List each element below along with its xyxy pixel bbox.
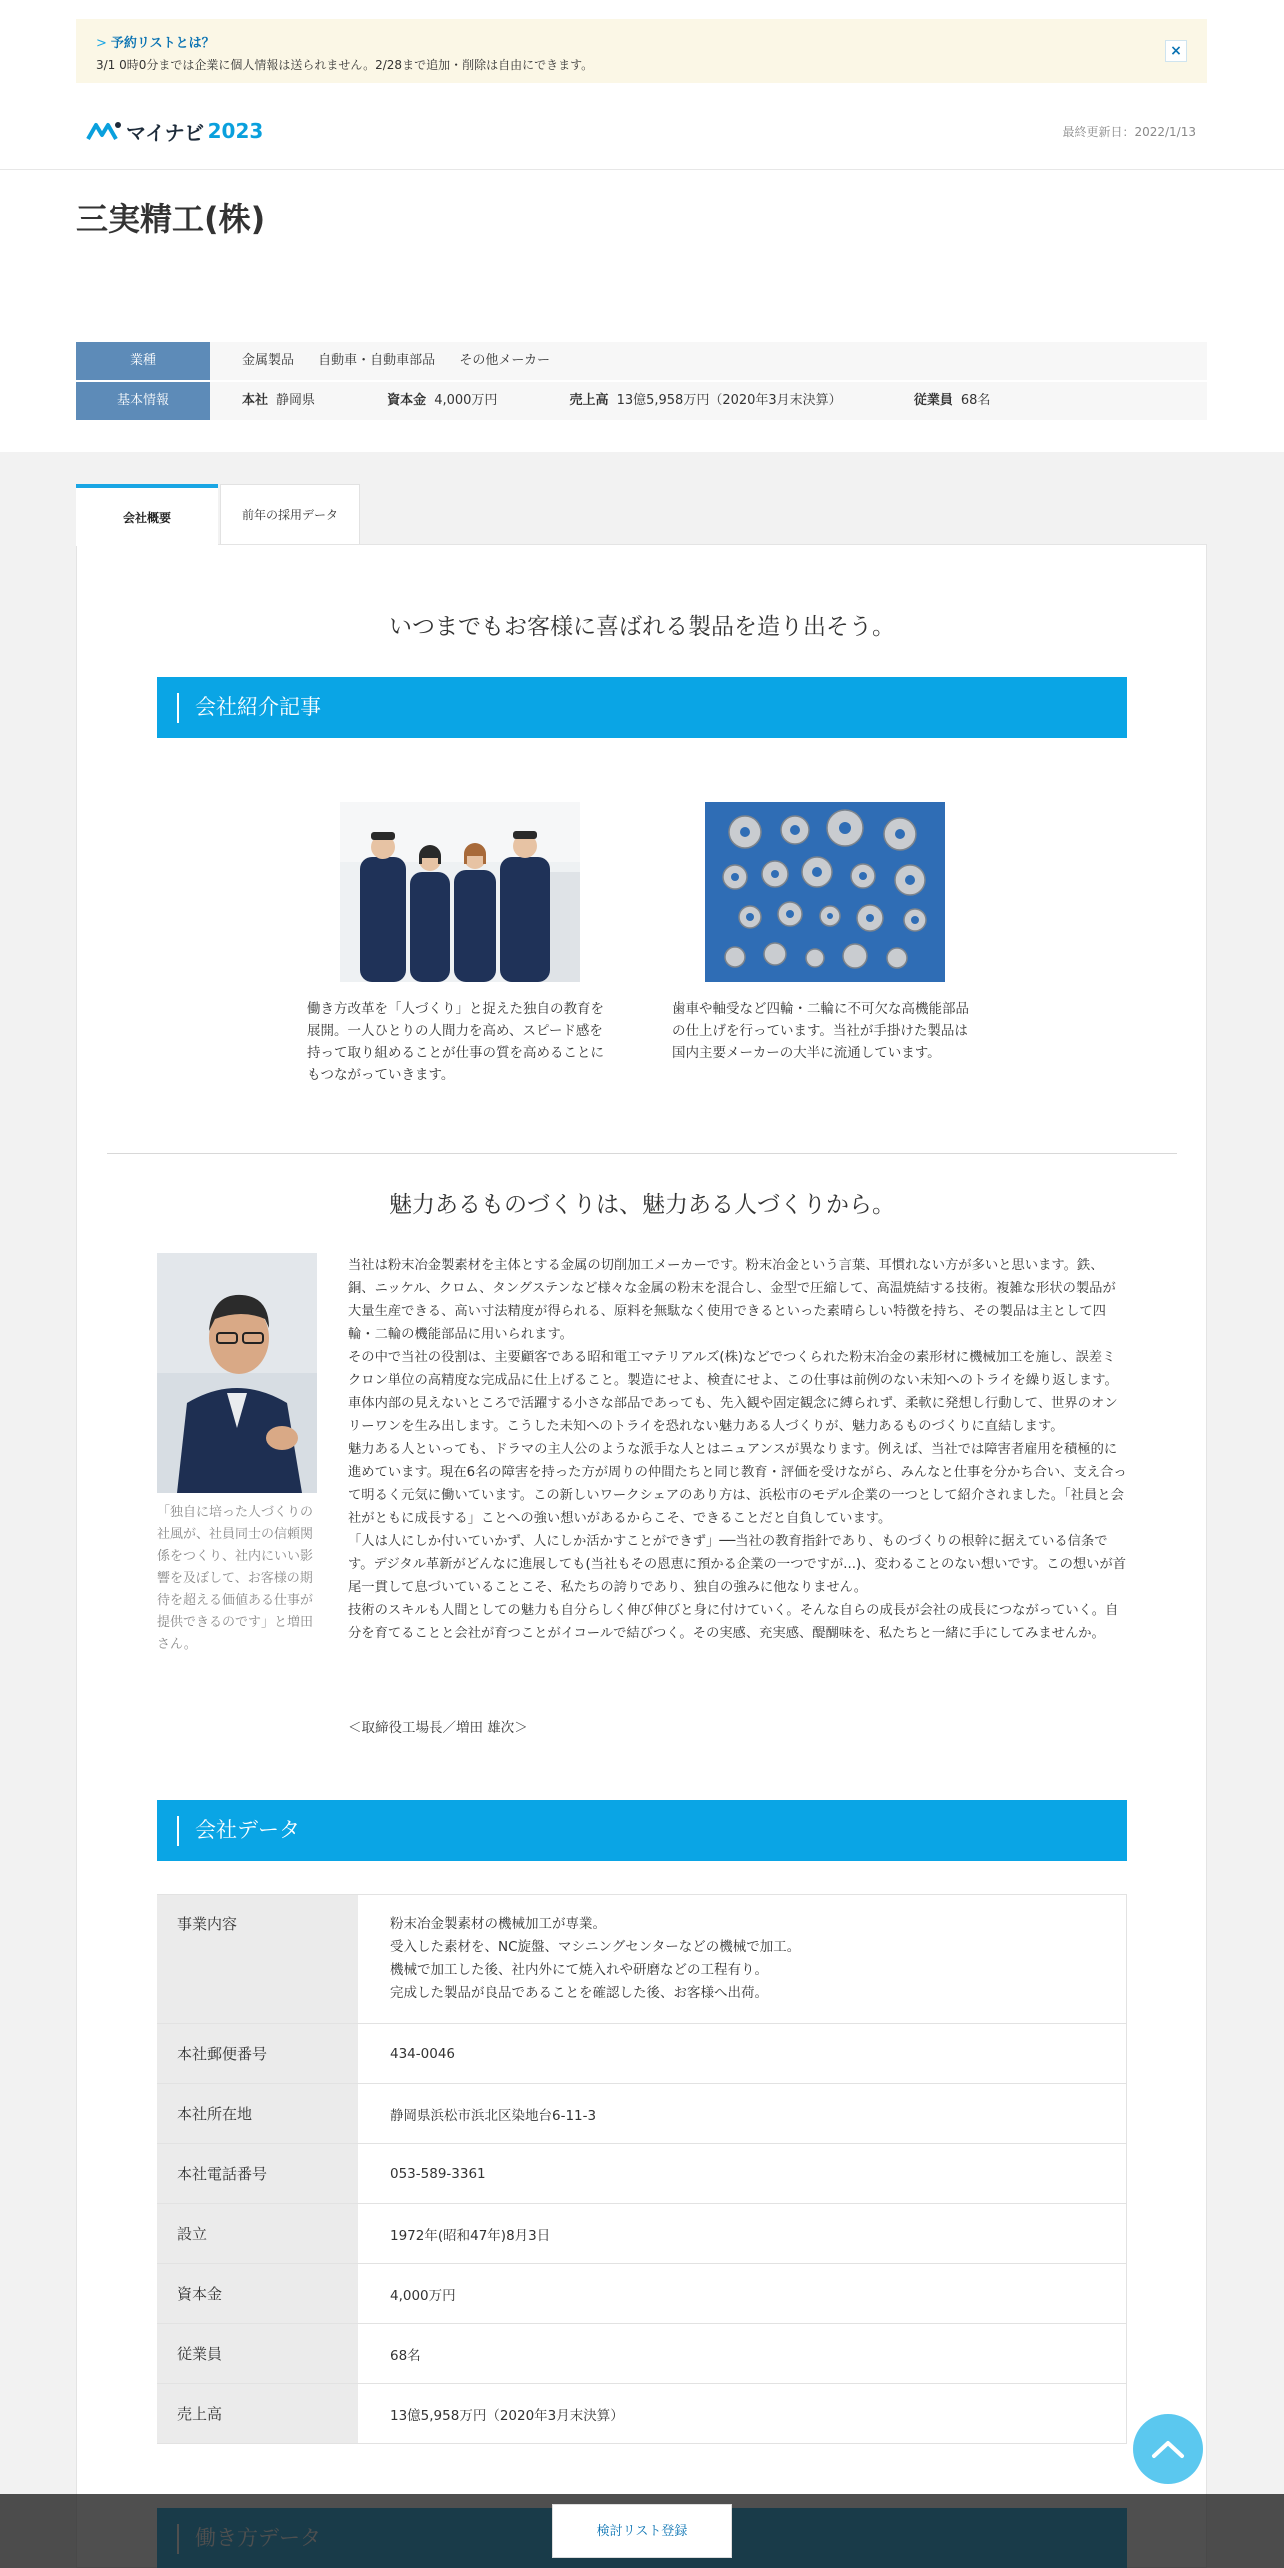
hq-key: 本社 [242,393,269,408]
table-key: 本社所在地 [157,2084,358,2143]
notice-title-link[interactable] [96,32,215,51]
last-updated: 最終更新日：2022/1/13 [1062,125,1196,139]
article-paragraph: 技術のスキルも人間としての魅力も自分らしく伸び伸びと身に付けていく。そんな自らの成長が会社の成長につながっていく。自分を育てることと会社が育つことがイコールで結びつく。その実感、充実感、醍醐味を、私たちと一緒に手にしてみませんか。 [348,1603,1119,1641]
industry-label: 業種 [76,342,210,380]
chevron-up-icon [1151,2439,1185,2459]
industry-row [76,342,1207,380]
basic-row [76,382,1207,420]
table-value: 434-0046 [390,2045,455,2062]
industry-item[interactable]: その他メーカー [459,353,551,368]
article-body [348,1254,1128,1645]
capital-key: 資本金 [387,393,427,408]
article-paragraph: 魅力ある人といっても、ドラマの主人公のような派手な人とはニュアンスが異なります。例えば、当社では障害者雇用を積極的に進めています。現在6名の障害を持った方が周りの仲間たちと同じ教育・評価を受けながら、みんなと仕事を分かち合い、支え合って明るく元気に働いています。この新しいワークシェアのあり方は、浜松市のモデル企業の一つとして紹介されました。「社員と会社がともに成長する」ことへの強い想いがあるからこそ、できることだと自負しています。 [348,1442,1127,1526]
table-row [157,2024,1127,2084]
basic-info [76,342,1207,422]
manager-photo [157,1253,317,1493]
capital-group [387,393,517,408]
employees-value: 68名 [960,393,991,408]
table-row [157,2324,1127,2384]
mynavi-logo[interactable] [86,116,263,146]
industry-item[interactable]: 金属製品 [242,353,295,368]
article-signature: ＜取締役工場長／増田 雄次＞ [348,1720,528,1736]
table-value: 1972年(昭和47年)8月3日 [390,2227,551,2244]
table-key: 従業員 [157,2324,358,2383]
table-value: 053-589-3361 [390,2165,486,2182]
table-row [157,2084,1127,2144]
industry-item[interactable]: 自動車・自動車部品 [318,353,436,368]
table-key: 事業内容 [157,1895,358,2023]
hq-value: 静岡県 [276,393,316,408]
sales-key: 売上高 [569,393,609,408]
staff-photo [340,802,580,982]
table-row [157,2384,1127,2444]
business-line: 完成した製品が良品であることを確認した後、お客様へ出荷。 [390,1985,768,2001]
table-key: 売上高 [157,2384,358,2443]
table-value: 静岡県浜松市浜北区染地台6-11-3 [390,2107,597,2124]
industry-values [210,342,1207,380]
article-paragraph: その中で当社の役割は、主要顧客である昭和電工マテリアルズ(株)などでつくられた粉末冶金の素形材に機械加工を施し、誤差ミクロン単位の高精度な完成品に仕上げること。製造にせよ、検査にせよ、この仕事は前例のない未知へのトライを繰り返します。車体内部の見えないところで活躍する小さな部品であっても、先入観や固定観念に縛られず、柔軟に発想し行動して、世界のオンリーワンを生み出します。こうした未知へのトライを恐れない魅力ある人づくりが、魅力あるものづくりに直結します。 [348,1350,1118,1434]
business-line: 粉末冶金製素材の機械加工が専業。 [390,1916,606,1932]
company-data-table [157,1894,1127,2444]
business-line: 受入した素材を、NC旋盤、マシニングセンターなどの機械で加工。 [390,1939,801,1955]
logo-mark-icon [86,119,122,143]
sales-value: 13億5,958万円（2020年3月末決算） [616,393,842,408]
employees-key: 従業員 [913,393,953,408]
logo-year: 2023 [207,119,264,143]
article-paragraph: 当社は粉末冶金製素材を主体とする金属の切削加工メーカーです。粉末冶金という言葉、耳慣れない方が多いと思います。鉄、銅、ニッケル、クロム、タングステンなど様々な金属の粉末を混合し、金型で圧縮して、高温焼結する技術。複雑な形状の製品が大量生産できる、高い寸法精度が得られる、原料を無駄なく使用できるといった素晴らしい特徴を持ち、その製品は主として四輪・二輪の機能部品に用いられます。 [348,1258,1116,1342]
tab-recruit-data[interactable]: 前年の採用データ [220,484,360,544]
bottom-action-bar [0,2494,1284,2568]
header-divider [0,169,1284,170]
basic-label: 基本情報 [76,382,210,420]
tab-company-overview[interactable]: 会社概要 [76,484,218,546]
section-heading-intro: 会社紹介記事 [157,677,1127,738]
close-icon[interactable]: × [1165,40,1187,62]
article-paragraph: 「人は人にしか付いていかず、人にしか活かすことができず」──当社の教育指針であり、ものづくりの根幹に据えている信条です。デジタル革新がどんなに進展しても(当社もその恩恵に預かる企業の一つですが...)、変わることのない想いです。この想いが首尾一貫して息づいていることこそ、私たちの誇りであり、独自の強みに他なりません。 [348,1534,1127,1595]
logo-brand: マイナビ [126,120,204,145]
table-value: 68名 [390,2347,421,2364]
hq-group [242,393,335,408]
table-row [157,2264,1127,2324]
section-divider [107,1153,1177,1154]
table-row [157,1895,1127,2024]
manager-photo-caption: 「独自に培った人づくりの社風が、社員同士の信頼関係をつくり、社内にいい影響を及ぼして、お客様の期待を超える価値ある仕事が提供できるのです」と増田さん。 [157,1505,314,1652]
notice-banner [76,19,1207,83]
section-heading-company-data: 会社データ [157,1800,1127,1861]
staff-photo-caption: 働き方改革を「人づくり」と捉えた独自の教育を展開。一人ひとりの人間力を高め、スピード感を持って取り組めることが仕事の質を高めることにもつながっていきます。 [307,1001,604,1083]
table-key: 本社郵便番号 [157,2024,358,2083]
table-key: 設立 [157,2204,358,2263]
basic-values [210,382,1207,420]
capital-value: 4,000万円 [434,393,498,408]
parts-photo [705,802,945,982]
notice-text: 3/1 0時0分までは企業に個人情報は送られません。2/28まで追加・削除は自由にできます。 [96,58,594,72]
table-value: 13億5,958万円（2020年3月末決算） [390,2407,624,2424]
table-row [157,2204,1127,2264]
table-value [358,1895,1126,2023]
page-title: 三実精工(株) [76,200,266,238]
catch-copy: いつまでもお客様に喜ばれる製品を造り出そう。 [389,614,895,640]
business-line: 機械で加工した後、社内外にて焼入れや研磨などの工程有り。 [390,1962,768,1978]
table-key: 資本金 [157,2264,358,2323]
catch-copy-2: 魅力あるものづくりは、魅力ある人づくりから。 [389,1192,895,1218]
parts-photo-caption: 歯車や軸受など四輪・二輪に不可欠な高機能部品の仕上げを行っています。当社が手掛けた製品は国内主要メーカーの大半に流通しています。 [672,1001,969,1061]
table-key: 本社電話番号 [157,2144,358,2203]
chevron-right-icon: > [96,36,107,51]
sales-group [570,393,862,408]
notice-title: 予約リストとは？ [110,36,215,51]
scroll-to-top-button[interactable] [1133,2414,1203,2484]
table-row [157,2144,1127,2204]
add-to-list-button[interactable]: 検討リスト登録 [552,2504,732,2558]
employees-group [914,393,1011,408]
table-value: 4,000万円 [390,2287,456,2304]
